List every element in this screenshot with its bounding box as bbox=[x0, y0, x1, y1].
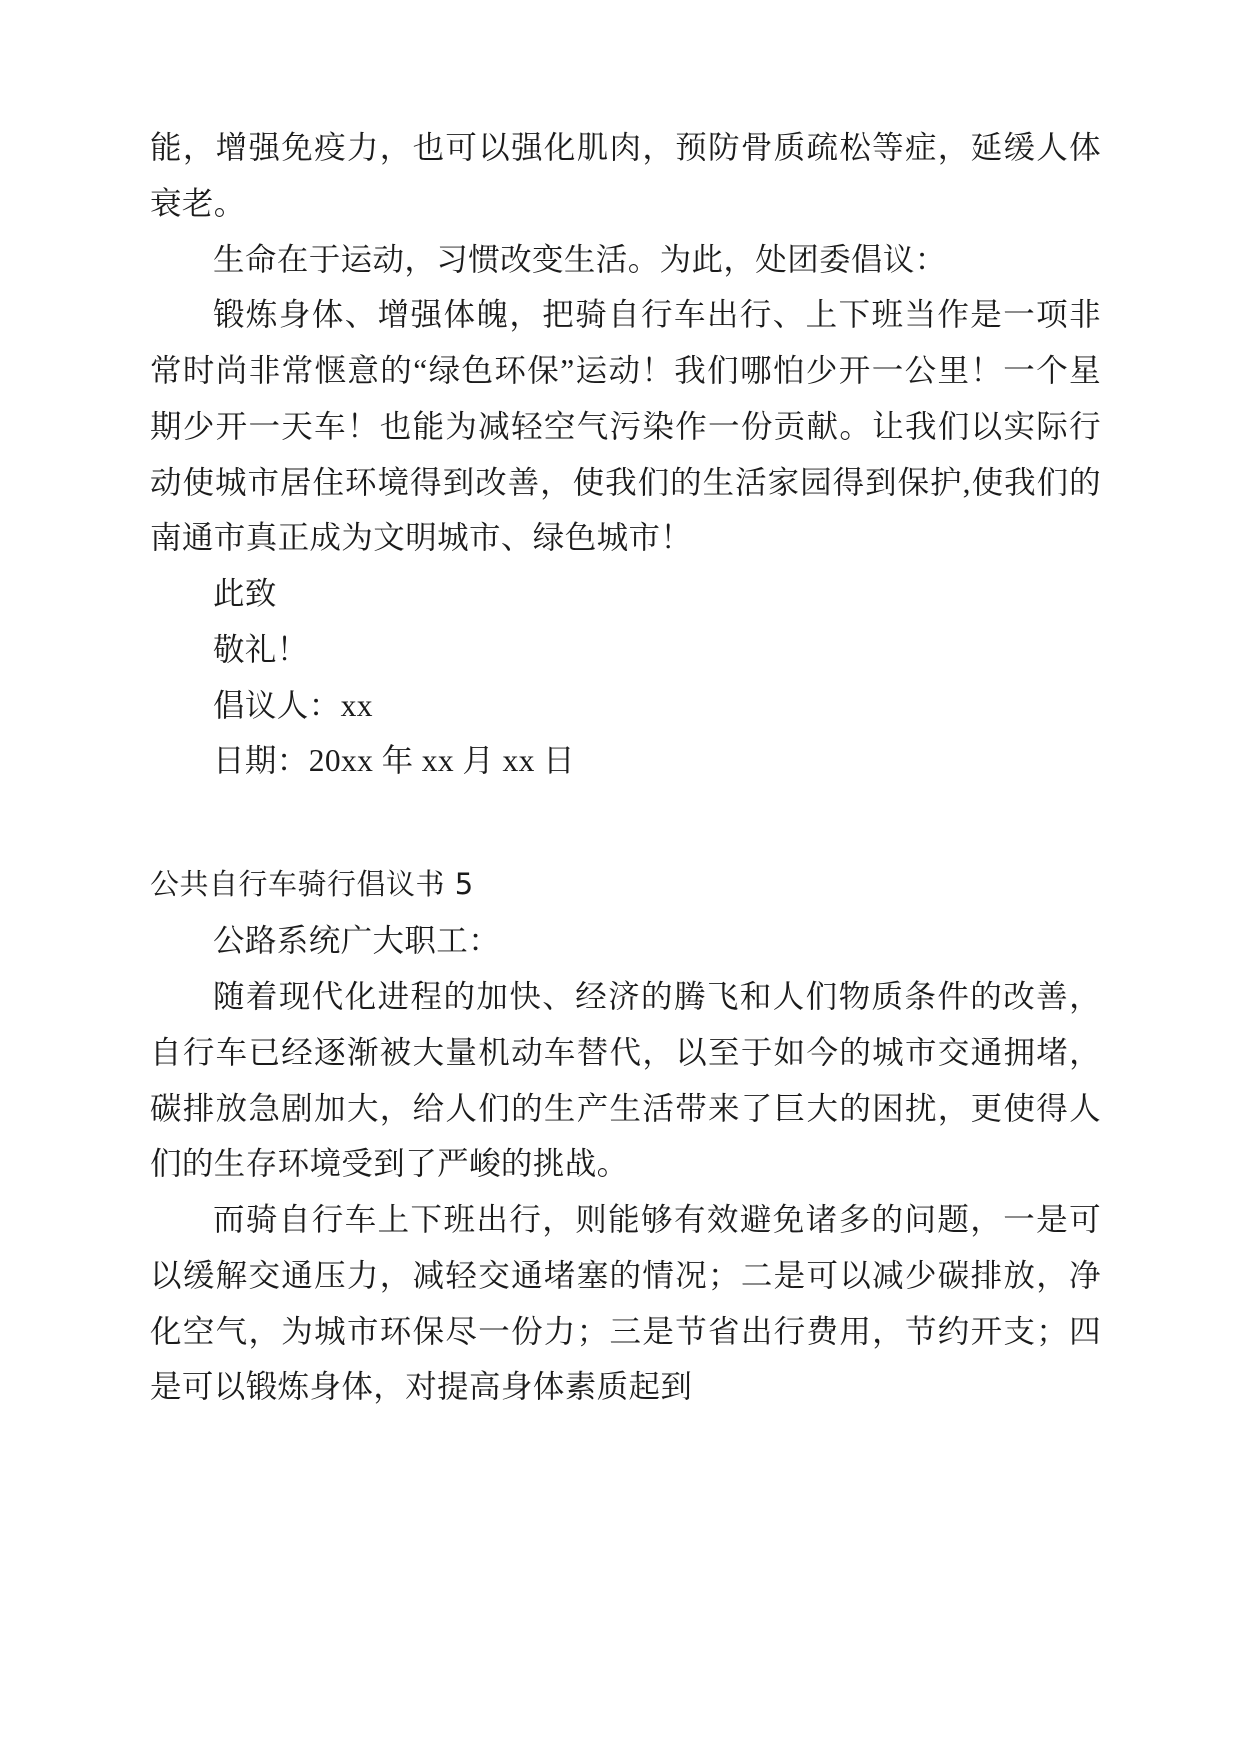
paragraph-continued: 能，增强免疫力，也可以强化肌肉，预防骨质疏松等症，延缓人体衰老。 bbox=[150, 130, 1101, 221]
paragraph-appeal-body: 锻炼身体、增强体魄，把骑自行车出行、上下班当作是一项非常时尚非常惬意的“绿色环保”运动！我们哪怕少开一公里！一个星期少开一天车！也能为减轻空气污染作一份贡献。让我们以实际行动使城市居住环境得到改善，使我们的生活家园得到保护,使我们的南通市真正成为文明城市、绿色城市！ bbox=[150, 297, 1101, 556]
section-heading-5: 公共自行车骑行倡议书 5 bbox=[150, 867, 474, 901]
paragraph-jingli: 敬礼！ bbox=[213, 631, 309, 667]
paragraph-date: 日期：20xx 年 xx 月 xx 日 bbox=[213, 743, 575, 779]
paragraph-cizhi: 此致 bbox=[213, 576, 277, 611]
paragraph-proposer: 倡议人：xx bbox=[213, 687, 373, 723]
paragraph-salutation: 公路系统广大职工： bbox=[213, 923, 501, 959]
paragraph-background: 随着现代化进程的加快、经济的腾飞和人们物质条件的改善，自行车已经逐渐被大量机动车替代，以至于如今的城市交通拥堵，碳排放急剧加大，给人们的生产生活带来了巨大的困扰，更使得人们的生存环境受到了严峻的挑战。 bbox=[150, 979, 1101, 1182]
paragraph-benefits: 而骑自行车上下班出行，则能够有效避免诸多的问题，一是可以缓解交通压力，减轻交通堵塞的情况；二是可以减少碳排放，净化空气，为城市环保尽一份力；三是节省出行费用，节约开支；四是可以锻炼身体，对提高身体素质起到 bbox=[150, 1202, 1101, 1405]
document-body bbox=[150, 120, 1101, 1415]
paragraph-life-in-motion: 生命在于运动，习惯改变生活。为此，处团委倡议： bbox=[213, 241, 947, 277]
